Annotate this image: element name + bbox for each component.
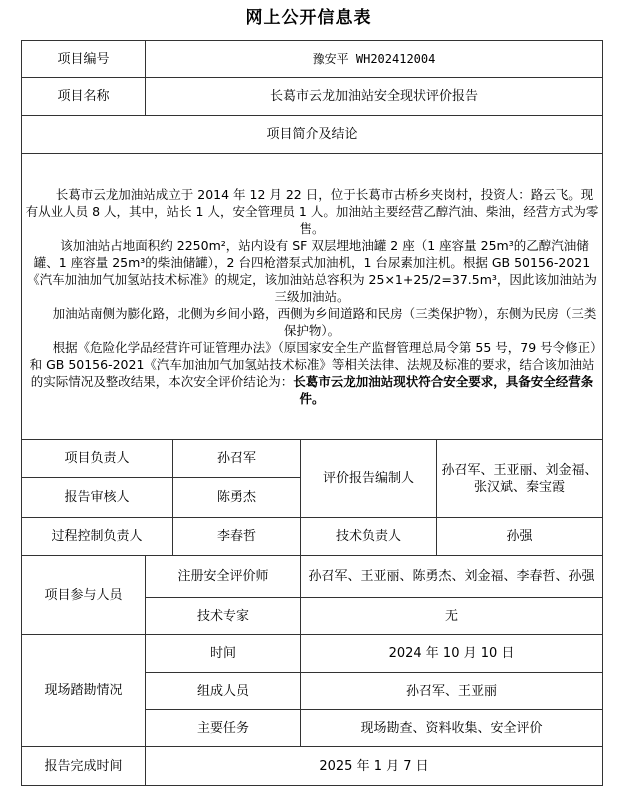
tech-label: 技术负责人	[301, 518, 437, 556]
project-name-label: 项目名称	[22, 78, 146, 116]
participants-label: 项目参与人员	[22, 556, 146, 635]
row-site-time	[22, 635, 603, 673]
expert-value: 无	[301, 598, 603, 635]
row-summary	[22, 154, 603, 440]
editors-value: 孙召军、王亚丽、刘金福、张汉斌、秦宝霞	[437, 440, 603, 518]
summary-paragraph-2: 该加油站占地面积约 2250m²，站内设有 SF 双层埋地油罐 2 座（1 座容量 25m³的乙醇汽油储罐、1 座容量 25m³的柴油储罐），2 台四枪潜泵式加油机，1 台尿素加注机。根据 GB 50156-2021《汽车加油加气加氢站技术标准》的规定，该加油站总容积为 25×1+25/2=37.5m³，因此该加油站为三级加油站。	[27, 238, 597, 304]
leader-label: 项目负责人	[22, 440, 173, 478]
row-project-name	[22, 78, 603, 116]
members-value: 孙召军、王亚丽	[301, 673, 603, 710]
completion-value: 2025 年 1 月 7 日	[146, 747, 603, 786]
site-label: 现场踏勘情况	[22, 635, 146, 747]
row-summary-heading	[22, 116, 603, 154]
summary-heading: 项目简介及结论	[22, 116, 603, 154]
row-completion	[22, 747, 603, 786]
project-no-value: 豫安平 WH202412004	[146, 41, 603, 78]
project-no-label: 项目编号	[22, 41, 146, 78]
summary-paragraph-1: 长葛市云龙加油站成立于 2014 年 12 月 22 日，位于长葛市古桥乡夹岗村，投资人：路云飞。现有从业人员 8 人，其中，站长 1 人，安全管理员 1 人。加油站主要经营乙醇汽油、柴油，经营方式为零售。	[25, 187, 599, 236]
auditor-label: 报告审核人	[22, 478, 173, 518]
summary-text	[22, 154, 603, 440]
registered-label: 注册安全评价师	[146, 556, 301, 598]
summary-paragraph-3: 加油站南侧为膨化路，北侧为乡间小路，西侧为乡间道路和民房（三类保护物），东侧为民房（三类保护物）。	[52, 306, 597, 338]
process-label: 过程控制负责人	[22, 518, 173, 556]
time-label: 时间	[146, 635, 301, 673]
summary-paragraph-4-text: 根据《危险化学品经营许可证管理办法》（原国家安全生产监督管理总局令第 55 号，79 号令修正）和 GB 50156-2021《汽车加油加气加氢站技术标准》等相关法律、法规及标准的要求，结合该加油站的实际情况及整改结果，本次安全评价结论为：	[29, 340, 597, 389]
info-table	[21, 40, 603, 786]
tech-value: 孙强	[437, 518, 603, 556]
editors-label: 评价报告编制人	[301, 440, 437, 518]
tasks-label: 主要任务	[146, 710, 301, 747]
expert-label: 技术专家	[146, 598, 301, 635]
members-label: 组成人员	[146, 673, 301, 710]
registered-value: 孙召军、王亚丽、陈勇杰、刘金福、李春哲、孙强	[301, 556, 603, 598]
tasks-value: 现场勘查、资料收集、安全评价	[301, 710, 603, 747]
process-value: 李春哲	[173, 518, 301, 556]
row-project-no	[22, 41, 603, 78]
leader-value: 孙召军	[173, 440, 301, 478]
row-process	[22, 518, 603, 556]
summary-paragraph-4	[25, 339, 599, 407]
completion-label: 报告完成时间	[22, 747, 146, 786]
time-value: 2024 年 10 月 10 日	[301, 635, 603, 673]
project-name-value: 长葛市云龙加油站安全现状评价报告	[146, 78, 603, 116]
row-leader	[22, 440, 603, 478]
summary-conclusion: 长葛市云龙加油站现状符合安全要求，具备安全经营条件。	[293, 374, 594, 406]
row-registered	[22, 556, 603, 598]
auditor-value: 陈勇杰	[173, 478, 301, 518]
page-title: 网上公开信息表	[245, 8, 372, 28]
